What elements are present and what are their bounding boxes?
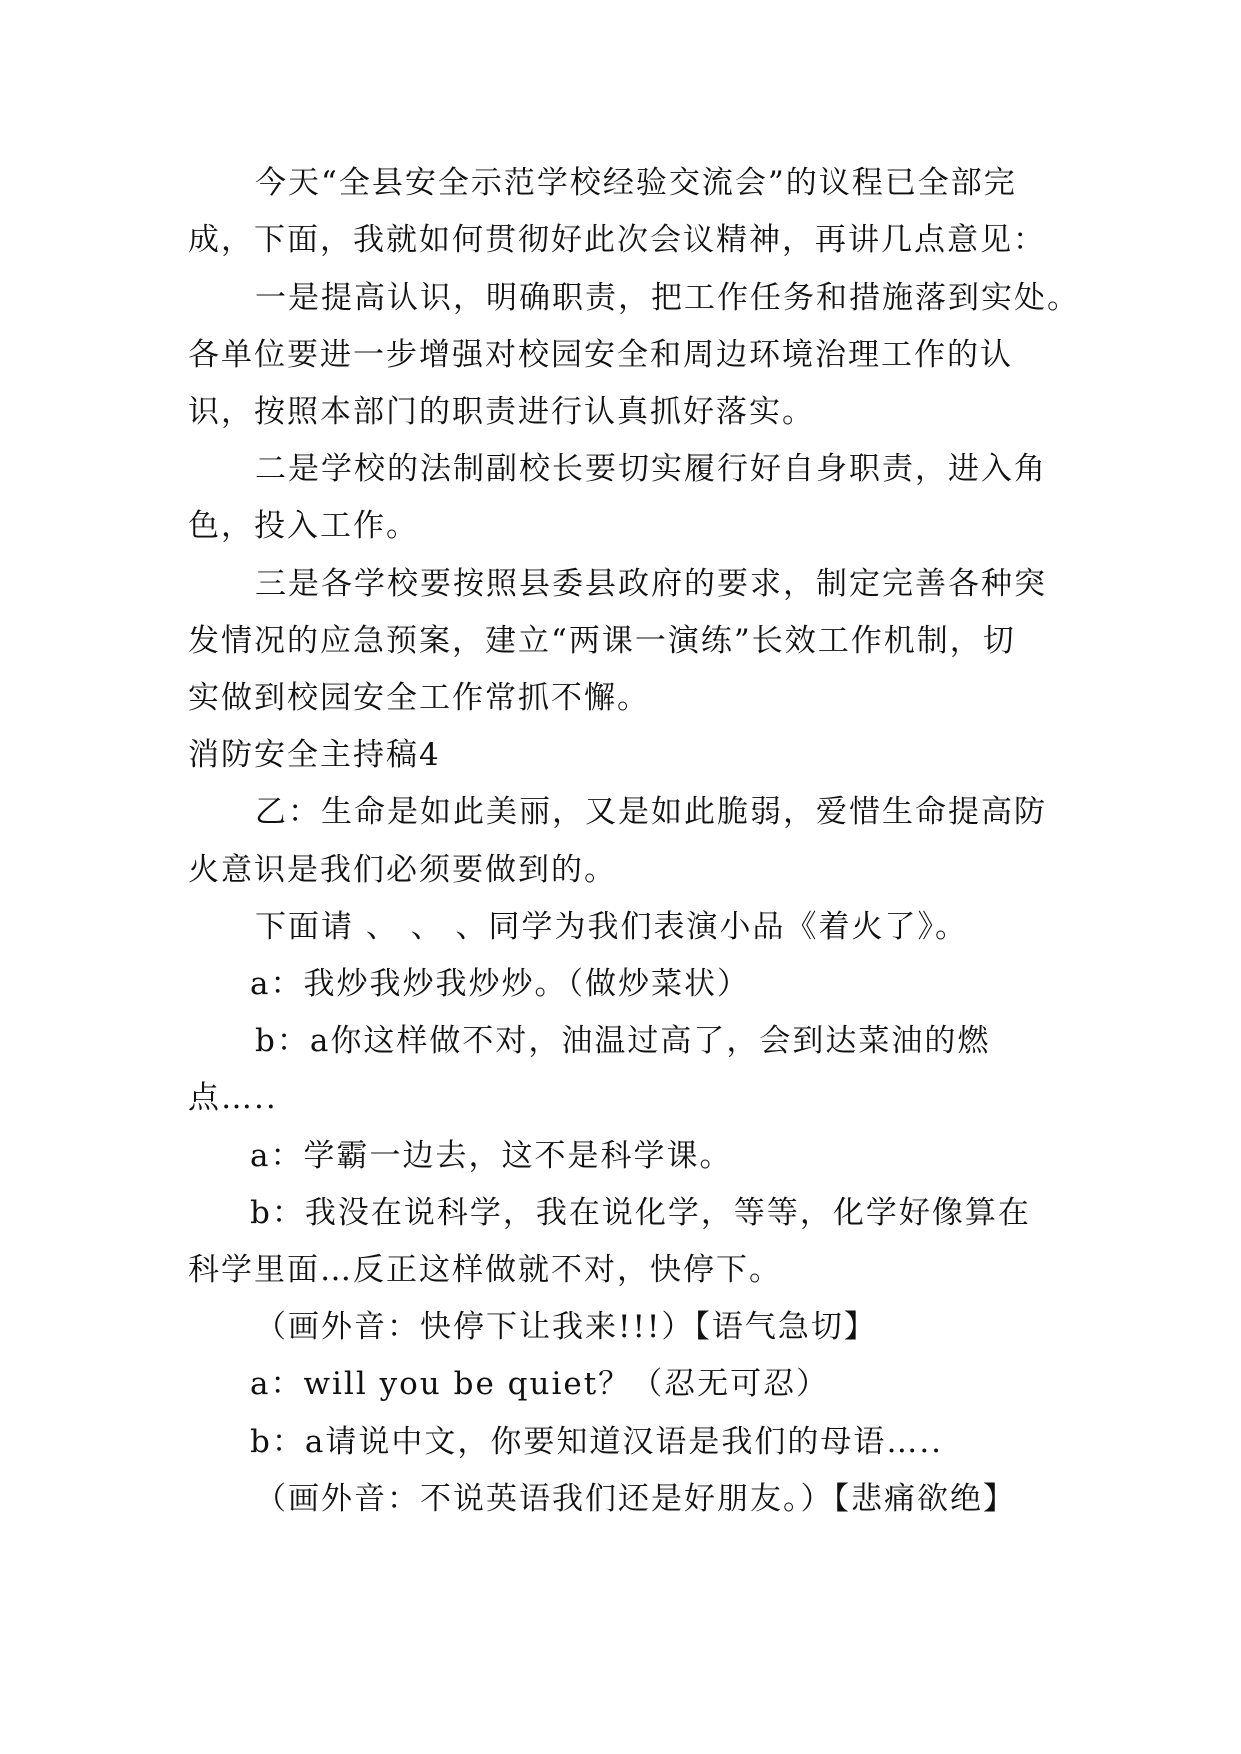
paragraph-line: 火意识是我们必须要做到的。 [188,852,617,888]
paragraph-line: 发情况的应急预案，建立“两课一演练”长效工作机制，切 [188,623,1016,659]
paragraph-line: 科学里面…反正这样做就不对，快停下。 [188,1252,782,1288]
paragraph-line: 识，按照本部门的职责进行认真抓好落实。 [188,394,815,430]
paragraph-line: a：我炒我炒我炒炒。（做炒菜状） [250,966,750,1002]
paragraph-line: 色，投入工作。 [188,508,419,544]
paragraph-line: （画外音：快停下让我来!!!）【语气急切】 [255,1309,877,1345]
paragraph-line: 下面请 、 、 、同学为我们表演小品《着火了》。 [255,909,969,945]
paragraph-line: b：a请说中文，你要知道汉语是我们的母语….. [250,1424,944,1460]
paragraph-line: 二是学校的法制副校长要切实履行好自身职责，进入角 [255,451,1047,487]
paragraph-line: a：will you be quiet？（忍无可忍） [250,1366,830,1402]
paragraph-line: 乙：生命是如此美丽，又是如此脆弱，爱惜生命提高防 [255,794,1047,830]
paragraph-line: 一是提高认识，明确职责，把工作任务和措施落到实处。 [255,280,1080,316]
paragraph-line: 点….. [188,1080,278,1116]
paragraph-line: 成，下面，我就如何贯彻好此次会议精神，再讲几点意见： [188,222,1046,258]
paragraph-line: 三是各学校要按照县委县政府的要求，制定完善各种突 [255,566,1047,602]
paragraph-line: 今天“全县安全示范学校经验交流会”的议程已全部完 [255,165,1017,201]
section-heading: 消防安全主持稿4 [188,737,441,773]
paragraph-line: a：学霸一边去，这不是科学课。 [250,1138,733,1174]
paragraph-line: （画外音：不说英语我们还是好朋友。）【悲痛欲绝】 [255,1481,1016,1517]
paragraph-line: 实做到校园安全工作常抓不懈。 [188,680,650,716]
paragraph-line: 各单位要进一步增强对校园安全和周边环境治理工作的认 [188,337,1013,373]
paragraph-line: b：a你这样做不对，油温过高了，会到达菜油的燃 [255,1023,991,1059]
paragraph-line: b：我没在说科学，我在说化学，等等，化学好像算在 [250,1195,1031,1231]
